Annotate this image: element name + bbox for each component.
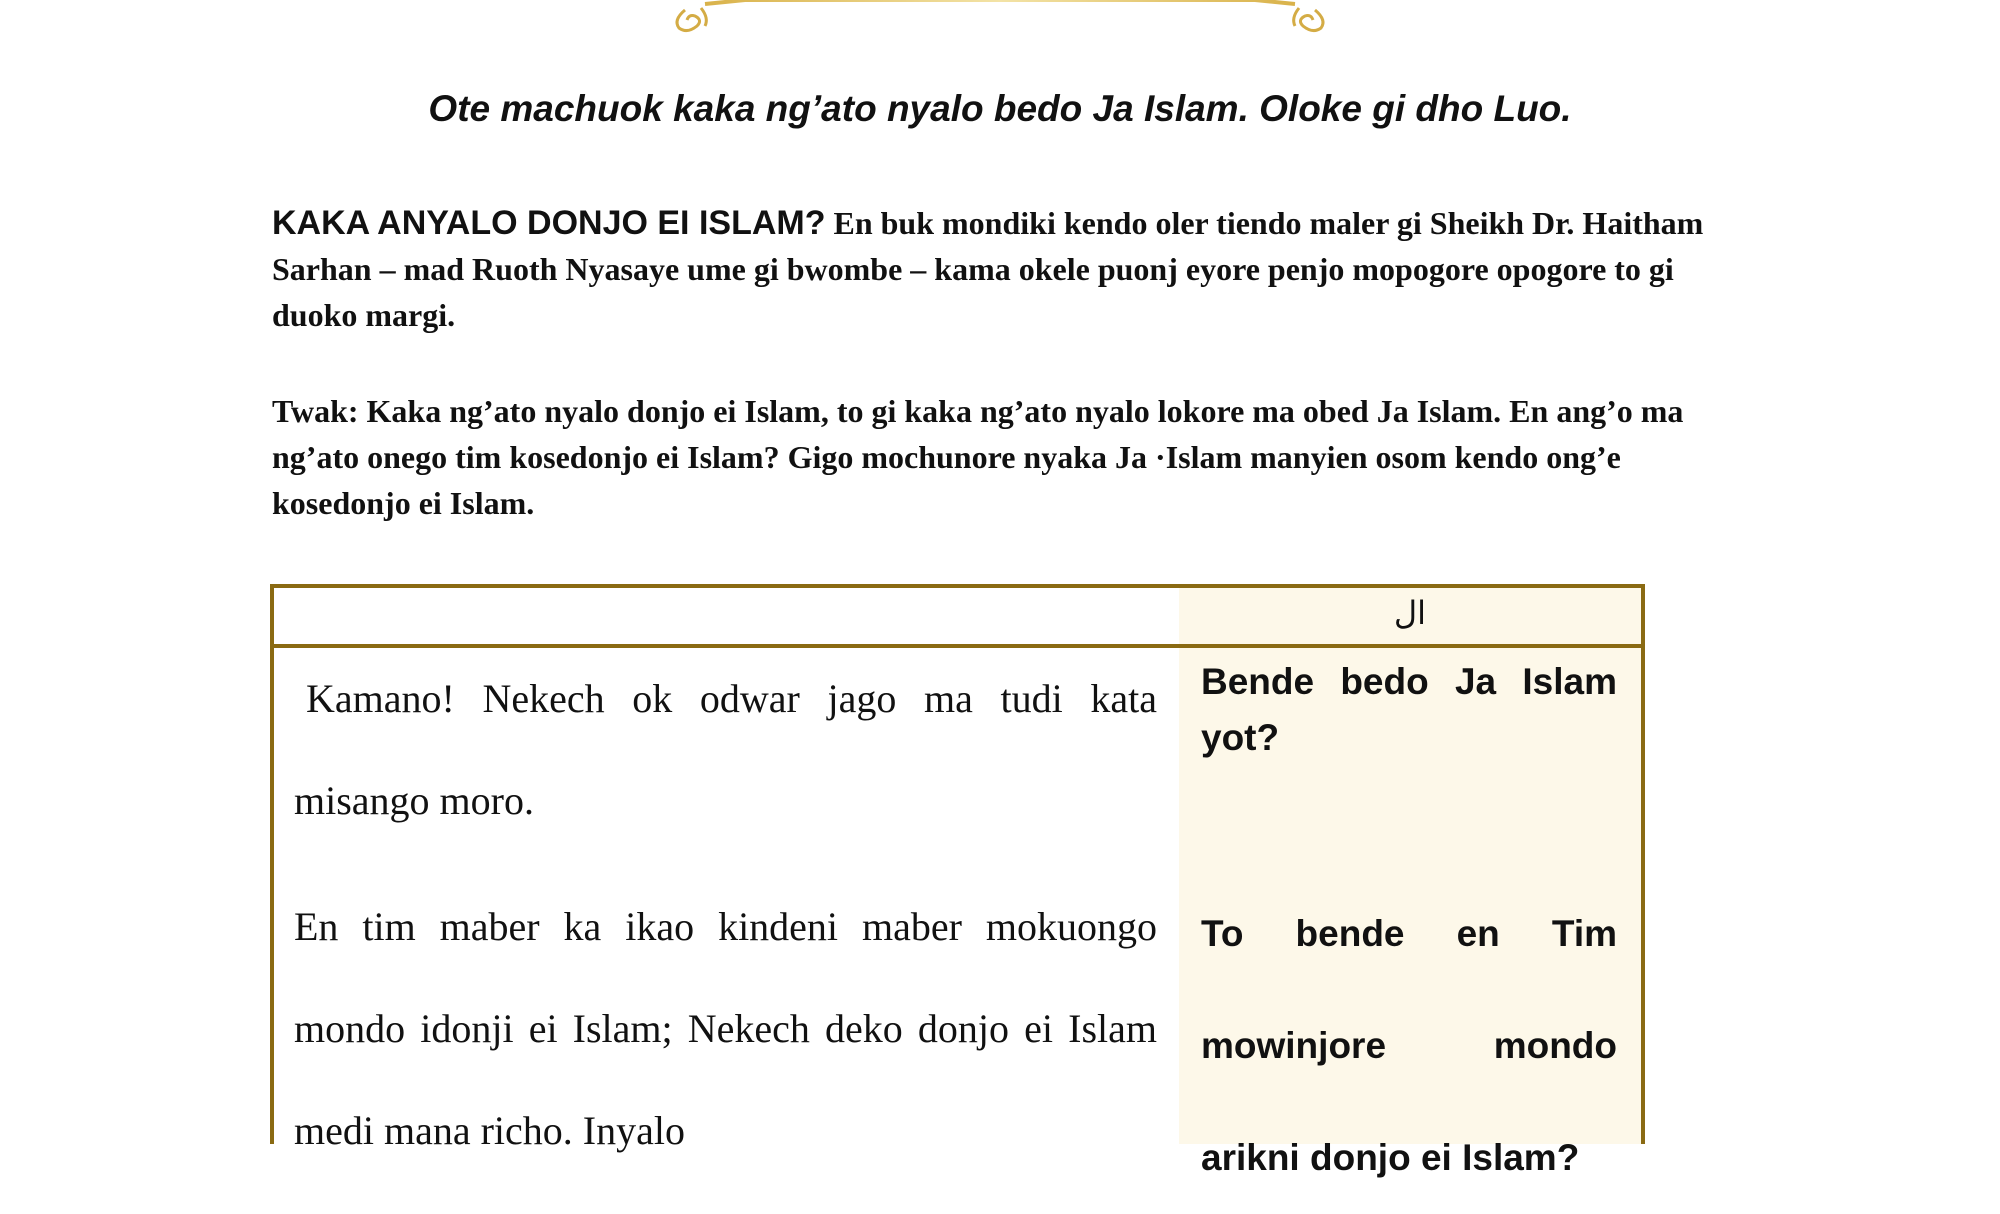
qa-header-arabic: ال [1393,594,1427,632]
answer-2: En tim maber ka ikao kindeni maber mokuongo mondo idonji ei Islam; Nekech deko donjo ei Islam medi mana richo. Inyalo [294,904,1157,1153]
question-2: To bende en Tim mowinjore mondo arikni donjo ei Islam? [1201,913,1617,1178]
gold-scroll-ornament-icon [665,0,1335,36]
question-1: Bende bedo Ja Islam yot? [1201,661,1617,758]
intro-heading: KAKA ANYALO DONJO EI ISLAM? [272,204,826,242]
document-subtitle: Ote machuok kaka ng’ato nyalo bedo Ja Islam. Oloke gi dho Luo. [428,88,1572,129]
qa-table [270,584,1645,1178]
summary-paragraph: Twak: Kaka ng’ato nyalo donjo ei Islam, to gi kaka ng’ato nyalo lokore ma obed Ja Islam. En ang’o ma ng’ato onego tim kosedonjo ei Islam? Gigo mochunore nyaka Ja ·Islam manyien osom kendo ong’e kosedonjo ei Islam. [272,393,1684,521]
intro-body: En buk mondiki kendo oler tiendo maler gi Sheikh Dr. Haitham Sarhan – mad Ruoth Nyasaye ume gi bwombe – kama okele puonj eyore penjo mopogore opogore to gi duoko margi. [272,205,1704,333]
intro-paragraph [272,200,1752,338]
qa-table-header [274,588,1641,648]
answer-1: Kamano! Nekech ok odwar jago ma tudi kata misango moro. [294,676,1157,823]
qa-answers-column [274,648,1179,1153]
qa-questions-column [1179,648,1641,1178]
